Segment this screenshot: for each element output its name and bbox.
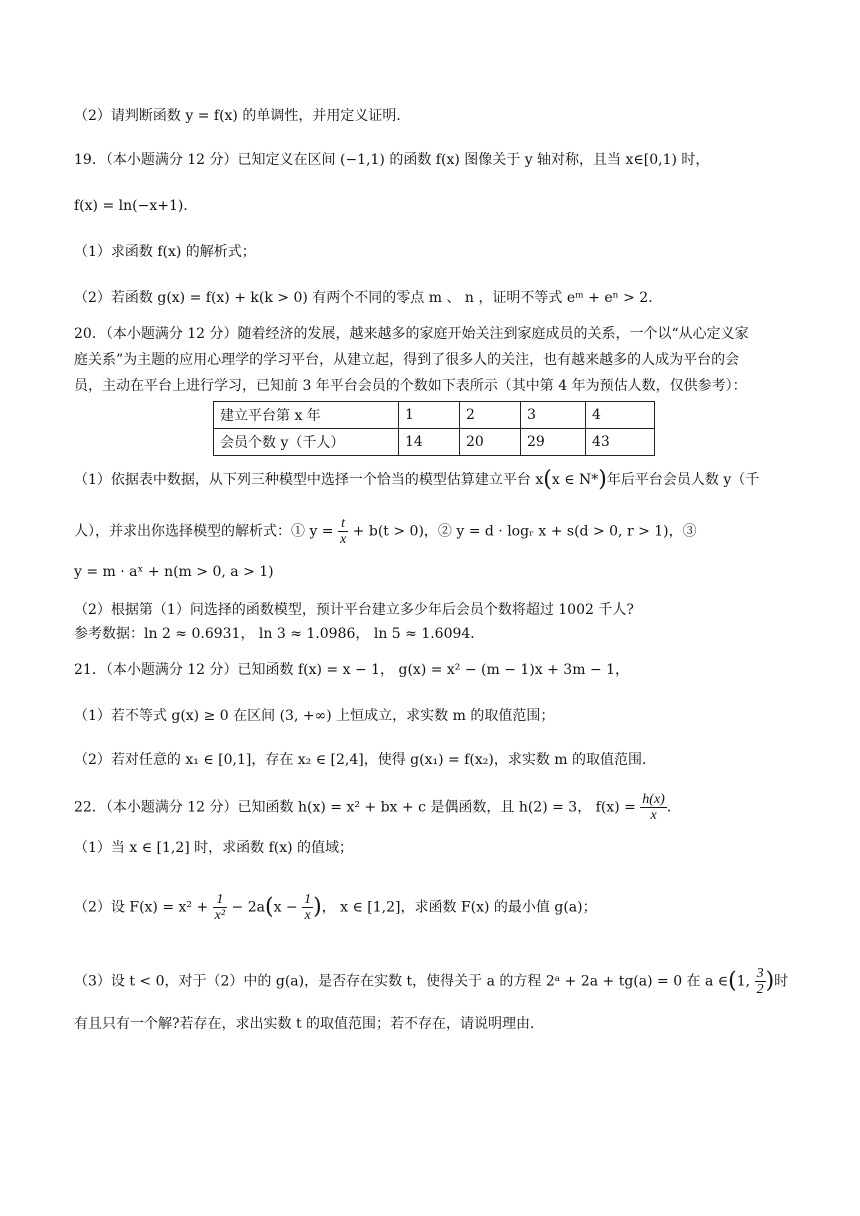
table-cell: 29 bbox=[521, 429, 586, 456]
q22-part3-line1: （3）设 t < 0，对于（2）中的 g(a)，是否存在实数 t，使得关于 a 的方程 2ᵃ + 2a + tg(a) = 0 在 a ∈(1, $\frac{3}{2}$ )时 bbox=[74, 966, 789, 997]
q21-stem: 21．（本小题满分 12 分）已知函数 f(x) = x − 1， g(x) = x² − (m − 1)x + 3m − 1， bbox=[74, 662, 630, 678]
fraction: $\frac{3}{2}$ bbox=[756, 966, 764, 997]
table-row bbox=[214, 402, 655, 429]
table-cell: 4 bbox=[586, 402, 655, 429]
table-cell: 3 bbox=[521, 402, 586, 429]
q20-model3: y = m · aˣ + n(m > 0, a > 1) bbox=[74, 564, 274, 580]
table-cell: 1 bbox=[399, 402, 460, 429]
table-cell: 会员个数 y（千人） bbox=[214, 429, 399, 456]
q19-part2: （2）若函数 g(x) = f(x) + k(k > 0) 有两个不同的零点 m 、 n ，证明不等式 eᵐ + eⁿ > 2． bbox=[74, 290, 663, 306]
table-cell: 建立平台第 x 年 bbox=[214, 402, 399, 429]
q20-stem-line2: 庭关系”为主题的应用心理学的学习平台，从建立起，得到了很多人的关注，也有越来越多的人成为平台的会 bbox=[74, 352, 740, 368]
q22-part1: （1）当 x ∈ [1,2] 时，求函数 f(x) 的值域； bbox=[74, 840, 354, 856]
q20-part1-line2: 人），并求出你选择模型的解析式：① y = $\frac{t}{x}$ + b(t > 0)，② y = d · logᵣ x + s(d > 0, r > 1)，③ bbox=[74, 516, 697, 547]
table-cell: 20 bbox=[460, 429, 521, 456]
q21-part1: （1）若不等式 g(x) ≥ 0 在区间 (3, +∞) 上恒成立，求实数 m 的取值范围； bbox=[74, 708, 555, 724]
fraction: $\frac{1}{\text{x²}}$ bbox=[214, 892, 226, 923]
q22-part3-line2: 有且只有一个解?若存在，求出实数 t 的取值范围；若不存在，请说明理由． bbox=[74, 1016, 545, 1032]
table-row bbox=[214, 429, 655, 456]
table-cell: 14 bbox=[399, 429, 460, 456]
reference-data: 参考数据：ln 2 ≈ 0.6931， ln 3 ≈ 1.0986， ln 5 ≈ 1.6094． bbox=[74, 626, 485, 642]
q22-stem: 22．（本小题满分 12 分）已知函数 h(x) = x² + bx + c 是偶函数，且 h(2) = 3， f(x) = $\frac{h(x)}{x}$ ． bbox=[74, 792, 681, 823]
q19-stem: 19．（本小题满分 12 分）已知定义在区间 (−1,1) 的函数 f(x) 图像关于 y 轴对称，且当 x∈[0,1) 时， bbox=[74, 152, 710, 168]
q19-part1: （1）求函数 f(x) 的解析式； bbox=[74, 244, 256, 260]
q21-part2: （2）若对任意的 x₁ ∈ [0,1]，存在 x₂ ∈ [2,4]，使得 g(x₁) = f(x₂)，求实数 m 的取值范围． bbox=[74, 752, 656, 768]
table-cell: 2 bbox=[460, 402, 521, 429]
fraction: $\frac{h(x)}{x}$ bbox=[642, 792, 665, 823]
q19-function-def: f(x) = ln(−x+1)． bbox=[74, 198, 198, 214]
fraction: $\frac{1}{x}$ bbox=[304, 892, 312, 923]
q20-part1-line1: （1）依据表中数据，从下列三种模型中选择一个恰当的模型估算建立平台 x(x ∈ N*)年后平台会员人数 y（千 bbox=[74, 467, 760, 492]
q20-part2: （2）根据第（1）问选择的函数模型，预计平台建立多少年后会员个数将超过 1002 千人? bbox=[74, 602, 634, 618]
fraction: $\frac{t}{x}$ bbox=[340, 516, 347, 547]
membership-table bbox=[213, 401, 655, 456]
q18-part2: （2）请判断函数 y = f(x) 的单调性，并用定义证明． bbox=[74, 108, 411, 124]
q22-part2: （2）设 F(x) = x² + $\frac{1}{\text{x²}}$ − 2a(x − $\frac{1}{x}$ )， x ∈ [1,2]，求函数 F(x) 的最小值 g(a)； bbox=[74, 892, 597, 923]
q20-stem-line3: 员，主动在平台上进行学习，已知前 3 年平台会员的个数如下表所示（其中第 4 年为预估人数，仅供参考）： bbox=[74, 378, 747, 394]
table-cell: 43 bbox=[586, 429, 655, 456]
q20-stem-line1: 20．（本小题满分 12 分）随着经济的发展，越来越多的家庭开始关注到家庭成员的关系，一个以“从心定义家 bbox=[74, 326, 749, 342]
